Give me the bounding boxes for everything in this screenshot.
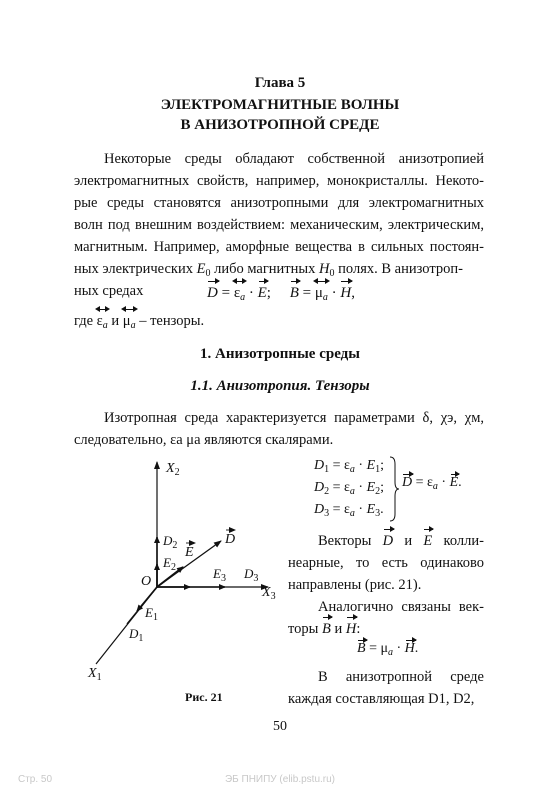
chapter-label: Глава 5 — [254, 75, 306, 91]
label-d1: $D_1$ — [129, 626, 144, 644]
right-col-line-7: каждая составляющая D1, D2, — [288, 691, 475, 707]
intro-line-6: ных электрических $E_0$ либо магнитных $H_0$ полях. В анизотроп- — [74, 261, 463, 279]
intro-line-1: Некоторые среды обладают собственной анизотропией — [104, 151, 484, 167]
b-mu-h-equation: $B = \mu_a \cdot H$. — [357, 641, 419, 658]
right-col-line-3: направлены (рис. 21). — [288, 577, 422, 593]
vector-equation: $D = \varepsilon_a \cdot E$. — [402, 475, 462, 492]
right-col-line-4: Аналогично связаны век- — [318, 599, 484, 615]
display-formula-anisotropic: D = $\varepsilon_a \cdot E$; B = $\mu_a \cdot H$, — [207, 282, 355, 304]
intro-line-6-part-a: ных электрических — [74, 261, 197, 277]
right-col-line-5-part-b: и — [330, 621, 346, 637]
label-e2: $E_2$ — [163, 555, 176, 573]
right-col-line-1-part-b: и — [393, 533, 424, 549]
figure-caption: Рис. 21 — [185, 690, 223, 704]
right-col-line-1: Векторы D и E колли- — [318, 530, 484, 552]
tensor-note: где $\varepsilon_a$ и $\mu_a$ – тензоры. — [74, 310, 204, 332]
right-col-line-1-part-c: колли- — [432, 533, 484, 549]
intro-line-2: электромагнитных свойств, например, монокристаллы. Некото- — [74, 173, 484, 189]
label-d3: $D_3$ — [244, 566, 259, 584]
tensor-note-part-c: – тензоры. — [135, 313, 205, 329]
label-vector-e: E — [185, 545, 194, 560]
right-col-line-5: торы B и H: — [288, 618, 360, 640]
iso-line-2: следовательно, εа μа являются скалярами. — [74, 432, 334, 448]
chapter-title-line1: ЭЛЕКТРОМАГНИТНЫЕ ВОЛНЫ — [160, 97, 400, 113]
intro-line-4: волн под внешним воздействием: механическим, электрическим, — [74, 217, 484, 233]
right-col-line-6: В анизотропной среде — [318, 669, 484, 685]
intro-line-6-part-c: полях. В анизотроп- — [334, 261, 463, 277]
intro-line-5: магнитным. Например, аморфные вещества в сильных постоян- — [74, 239, 484, 255]
section-heading: 1. Анизотропные среды — [200, 346, 360, 362]
label-o: O — [141, 574, 152, 589]
subsection-heading: 1.1. Анизотропия. Тензоры — [190, 378, 370, 394]
page-number: 50 — [273, 719, 287, 734]
right-col-line-1-part-a: Векторы — [318, 533, 383, 549]
intro-line-7: ных средах — [74, 283, 144, 299]
tensor-note-part-b: и — [107, 313, 123, 329]
footer-page-label: Стр. 50 — [18, 774, 53, 785]
intro-line-3: рые среды становятся анизотропными для электромагнитных — [74, 195, 484, 211]
label-d2: $D_2$ — [163, 533, 178, 551]
isotropic-equations: $D_1 = \varepsilon_a \cdot E_1$; $D_2 = \varepsilon_a \cdot E_2$; $D_3 = \varepsilon_a \cdot E_3$. — [314, 458, 385, 519]
iso-line-1: Изотропная среда характеризуется параметрами δ, χэ, χм, — [104, 410, 484, 426]
label-e1: $E_1$ — [145, 605, 158, 623]
right-col-line-5-part-a: торы — [288, 621, 323, 637]
footer-source: ЭБ ПНИПУ (elib.pstu.ru) — [224, 774, 336, 785]
right-col-line-2: неарные, то есть одинаково — [288, 555, 484, 571]
label-x1: $X_1$ — [88, 666, 102, 683]
tensor-note-part-a: где — [74, 313, 97, 329]
intro-line-6-part-b: либо магнитных — [210, 261, 320, 277]
chapter-title-line2: В АНИЗОТРОПНОЙ СРЕДЕ — [180, 117, 380, 133]
label-x2: $X_2$ — [166, 461, 180, 478]
label-vector-d: D — [225, 532, 236, 547]
label-x3: $X_3$ — [262, 585, 276, 602]
label-e3: $E_3$ — [213, 566, 226, 584]
